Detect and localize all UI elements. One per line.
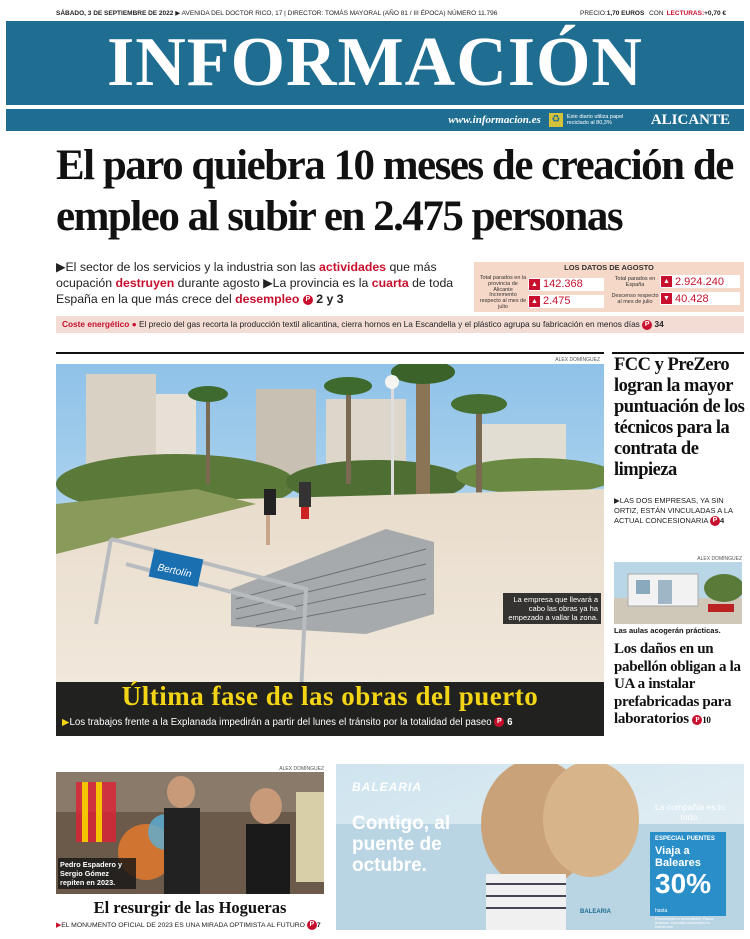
price: 1,70 EUROS [606,9,645,17]
subhead-text: de toda España en la que más crece del [56,276,454,306]
data-row [478,292,604,310]
page-ref-icon: P [692,715,702,725]
ua-headline-text: Los daños en un pabellón obligan a la UA a instalar prefabricadas para laboratorios [614,641,741,727]
readings-price: +0,70 € [704,9,726,17]
page-ref: 7 [316,921,321,929]
page-ref-icon: P [303,295,313,305]
subhead-highlight: actividades [319,260,387,274]
data-row [478,275,604,293]
arrow-icon: ▶ [56,921,62,929]
energy-cost-brief[interactable] [56,316,744,333]
hogueras-subhead-text: EL MONUMENTO OFICIAL DE 2023 ES UNA MIRADA OPTIMISTA AL FUTURO [61,921,305,929]
ad-footer-logo: BALEARIA [580,909,611,915]
top-info-line: SÁBADO, 3 DE SEPTIEMBRE DE 2022 ▶ AVENIDA DEL DOCTOR RICO, 17 | DIRECTOR: TOMÁS MAYORAL (AÑO 81 / III ÉPOCA) NÚMERO 11.796 PRECIO:1,70 EUROS CON LECTURAS:+0,70 € [56,9,726,17]
aulas-caption: Las aulas acogerán prácticas. [614,626,721,635]
director: DIRECTOR: TOMÁS MAYORAL [287,10,381,17]
photo-credit: ALEX DOMÍNGUEZ [555,357,600,363]
bullet-icon: ● [131,319,137,329]
prefab-classroom-illustration [614,562,742,624]
section-rule [612,352,744,354]
arrow-icon: ▶ [263,276,273,290]
page-ref-icon: P [494,717,504,727]
ad-offer-box[interactable] [650,832,726,929]
section-rule [56,352,604,354]
arrow-icon: ▶ [56,260,66,274]
recycle-icon: ♻ [549,113,563,127]
main-headline[interactable]: El paro quiebra 10 meses de creación de empleo al subir en 2.475 personas [56,142,733,240]
up-triangle-icon: ▲ [529,279,540,290]
data-label: Total parados en la provincia de Alicante [479,275,527,293]
subhead-text: durante agosto [174,276,264,290]
aulas-photo[interactable] [614,562,742,624]
data-row [610,292,740,305]
ad-offer-destination: Viaja a Baleares [655,845,701,869]
ad-tagline: La compañía es tu todo. [655,802,725,822]
ua-headline[interactable] [614,641,746,730]
photo-credit: ALEX DOMÍNGUEZ [697,556,742,562]
page-ref: 34 [654,319,664,329]
subhead-text: El sector de los servicios y la industria son las [65,260,320,274]
fcc-subhead [614,496,744,526]
hogueras-caption: Pedro Espadero y Sergio Gómez repiten en 2023. [58,858,136,889]
arrow-icon: ▶ [62,717,70,728]
issue-number: (AÑO 81 / III ÉPOCA) NÚMERO 11.796 [382,10,498,17]
data-value-box [660,275,740,288]
data-value: 2.924.240 [675,275,724,288]
price-label: PRECIO: [579,9,607,17]
fcc-subhead-text: LAS DOS EMPRESAS, YA SIN ORTIZ, ESTÁN VINCULADAS A LA ACTUAL CONCESIONARIA [614,496,733,525]
subhead-highlight: desempleo [235,292,300,306]
ad-offer-percent: 30% [655,868,712,899]
agosto-data-box [474,262,744,312]
hogueras-subhead [56,920,326,930]
photo-credit: ALEX DOMÍNGUEZ [279,766,324,772]
headline-subhead [56,259,466,307]
ad-headline: Contigo, al puente de octubre. [352,813,451,876]
data-label: Total parados en España [614,275,656,288]
with-label: CON [649,9,664,17]
readings-label: LECTURAS: [666,9,705,17]
data-value-box [528,295,604,308]
page-ref-icon: P [710,516,720,526]
arrow-icon: ▶ [614,496,620,505]
photo-story-sub-text: Los trabajos frente a la Explanada impedirán a partir del lunes el tránsito por la totalidad del paseo [69,717,492,728]
page-ref: 4 [720,516,725,525]
page-ref: 6 [507,717,513,728]
recycled-paper-note: Este diario utiliza papel reciclado al 80,3% [566,114,624,126]
edition-name: ALICANTE [650,111,730,128]
data-value: 2.475 [543,295,571,307]
data-value-box [660,292,740,305]
page-ref: 10 [702,715,711,725]
masthead [6,21,744,105]
data-value-box [528,278,604,291]
photo-caption: La empresa que llevará a cabo las obras ya ha empezado a vallar la zona. [503,593,601,624]
photo-story-sub [62,717,602,728]
brief-label: Coste energético [62,319,130,329]
data-row [610,275,740,288]
subhead-highlight: destruyen [115,276,175,290]
ad-offer-small: hasta [655,908,668,914]
ad-offer-label: ESPECIAL PUENTES [655,836,715,842]
masthead-bar [6,109,744,131]
data-label: Incremento respecto al mes de julio [479,292,527,310]
subhead-text: La provincia es la [272,276,372,290]
data-label: Descenso respecto al mes de julio [611,292,659,305]
ad-offer-fine-print: Promociones no acumulables. Plazas limitadas. Consultar condiciones en baleria.com [655,917,714,929]
data-box-title: LOS DATOS DE AGOSTO [564,263,654,272]
subhead-text: que más ocupación [56,260,437,290]
newspaper-title[interactable]: INFORMACIÓN [107,24,643,101]
address: AVENIDA DEL DOCTOR RICO, 17 [181,10,283,17]
subhead-highlight: cuarta [371,276,409,290]
issue-date: SÁBADO, 3 DE SEPTIEMBRE DE 2022 [56,10,174,17]
fence-brand-text: Bertolín [156,562,193,581]
fcc-headline[interactable]: FCC y PreZero logran la mayor puntuación de los técnicos para la contrata de limpieza [614,355,745,480]
website-link[interactable]: www.informacion.es [448,114,541,126]
up-triangle-icon: ▲ [529,296,540,307]
hogueras-headline[interactable]: El resurgir de las Hogueras [93,898,287,917]
brief-text: El precio del gas recorta la producción textil alicantina, cierra hornos en La Escandella y el plástico agrupa su fabricación en menos días [138,319,640,329]
data-value: 40.428 [675,292,709,305]
page-ref-icon: P [307,920,317,930]
page-ref[interactable]: 2 y 3 [316,292,344,306]
ad-brand: BALEARIA [352,780,422,794]
down-triangle-icon: ▼ [661,293,672,304]
up-triangle-icon: ▲ [661,276,672,287]
data-value: 142.368 [543,278,583,290]
photo-story-title[interactable]: Última fase de las obras del puerto [121,681,539,711]
page-ref-icon: P [642,320,652,330]
